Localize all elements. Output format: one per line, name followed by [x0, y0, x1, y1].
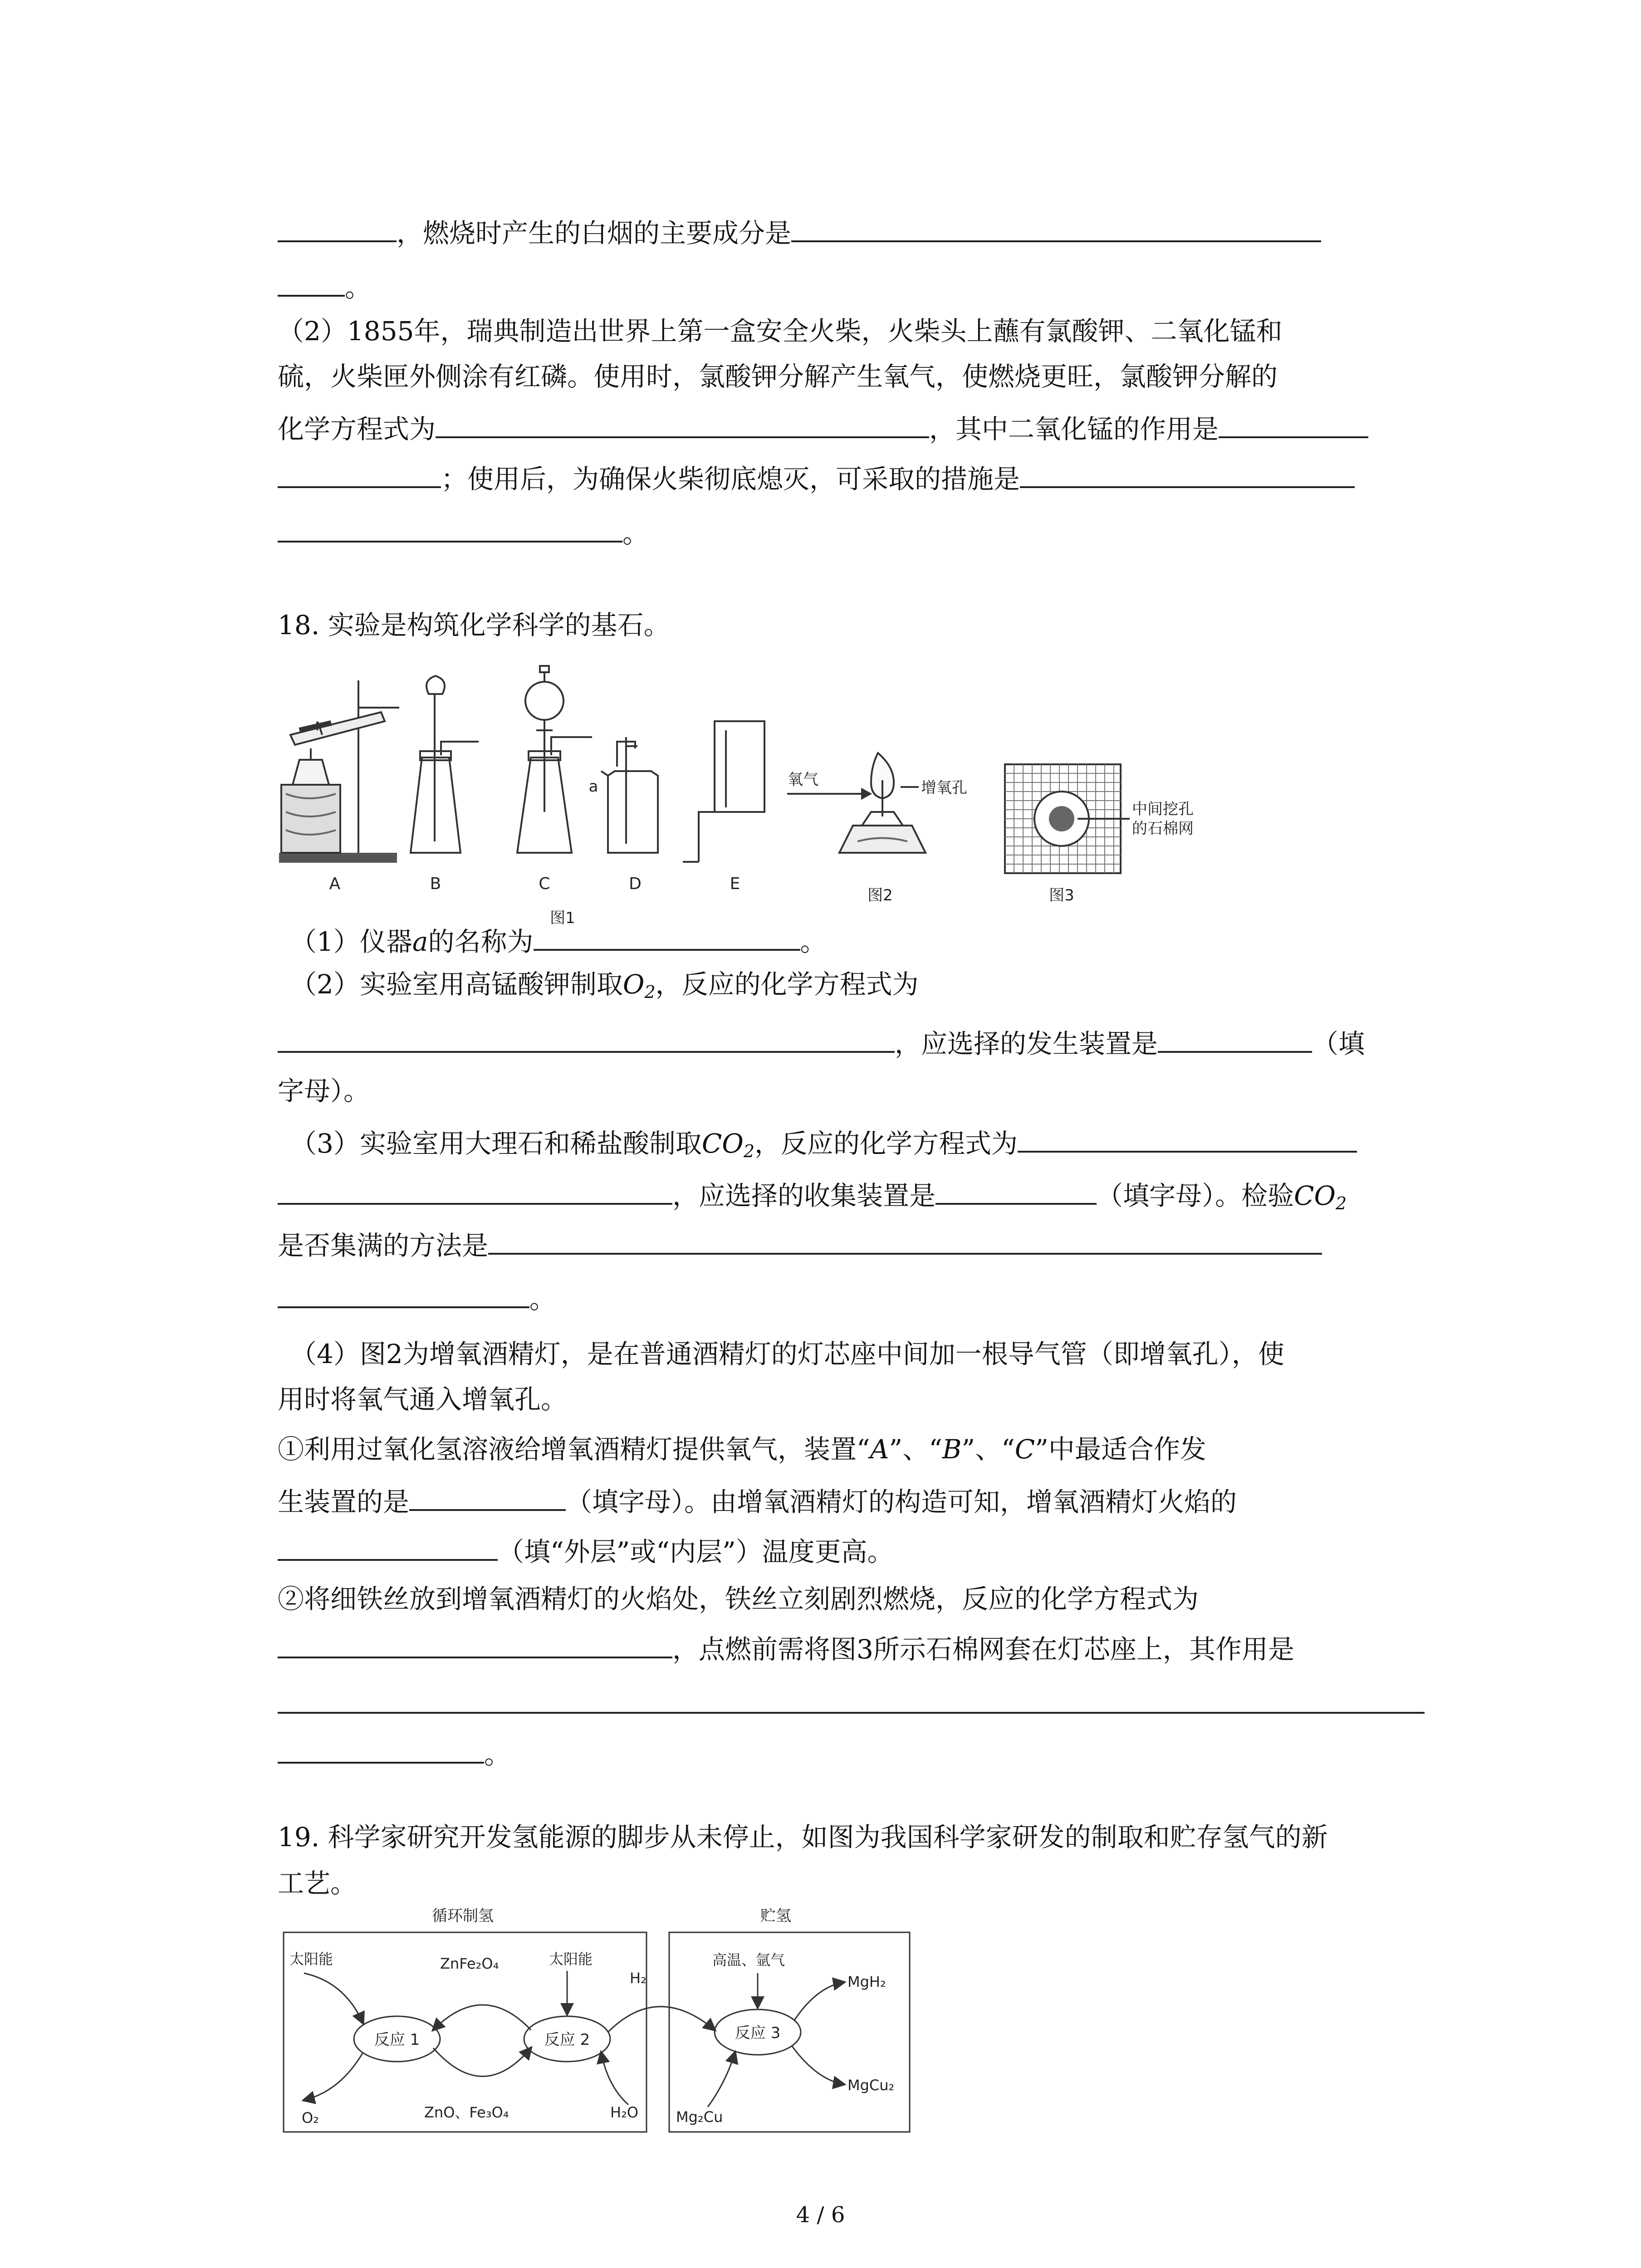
q18-p2-letters: 字母）。 — [278, 1075, 370, 1106]
cycle-title: 循环制氢 — [432, 1907, 494, 1925]
q18-part3-line2 — [278, 1175, 1347, 1222]
q18-part2-line3 — [278, 1073, 370, 1109]
q18-part3-line3 — [278, 1225, 1322, 1264]
q17-equation-prompt: 化学方程式为 — [278, 414, 436, 445]
q18-p4-flame: （填字母）。由增氧酒精灯的构造可知，增氧酒精灯火焰的 — [566, 1486, 1237, 1517]
apparatus-b — [411, 676, 479, 853]
q17-line-6 — [278, 458, 1355, 497]
mg2cu-label: Mg₂Cu — [676, 2108, 723, 2126]
label-apparatus-b: B — [430, 875, 441, 893]
answer-blank[interactable] — [1018, 1123, 1357, 1153]
q18-part4-line4 — [278, 1481, 1237, 1520]
fig3-label-1: 中间挖孔 — [1132, 800, 1194, 818]
reaction-3-label: 反应 3 — [735, 2024, 781, 2042]
answer-blank[interactable] — [488, 1225, 1322, 1255]
zno-fe3o4-label: ZnO、Fe₃O₄ — [424, 2104, 509, 2121]
q17-part2-text-2: 硫，火柴匣外侧涂有红磷。使用时，氯酸钾分解产生氧气，使燃烧更旺，氯酸钾分解的 — [278, 361, 1278, 392]
q18-p3-text: （3）实验室用大理石和稀盐酸制取 — [290, 1128, 702, 1159]
q18-stem — [278, 607, 670, 643]
q18-part4-line6 — [278, 1581, 1199, 1617]
condition-label: 高温、氩气 — [712, 1951, 785, 1969]
label-apparatus-c: C — [539, 875, 550, 893]
q18-p4-gauze: ，点燃前需将图3所示石棉网套在灯芯座上，其作用是 — [672, 1634, 1294, 1665]
fig1-caption: 图1 — [550, 909, 575, 927]
answer-blank[interactable] — [278, 1531, 498, 1561]
answer-blank[interactable] — [278, 1734, 484, 1764]
q18-p4-device: 生装置的是 — [278, 1486, 410, 1517]
formula-sub: 2 — [1335, 1193, 1347, 1213]
q18-p3-text-2: ，反应的化学方程式为 — [754, 1128, 1018, 1159]
apparatus-d — [601, 737, 658, 853]
q18-var-a: a — [412, 926, 428, 957]
q18-p3-method: 是否集满的方法是 — [278, 1230, 489, 1261]
q18-opt-c: C — [1014, 1434, 1035, 1465]
q18-sep: ”、“ — [961, 1434, 1015, 1465]
q18-p4-end: 。 — [484, 1739, 511, 1770]
formula-o: O — [622, 969, 645, 1000]
q18-p2-text-2: ，反应的化学方程式为 — [655, 969, 919, 1000]
q18-p2-text: （2）实验室用高锰酸钾制取 — [290, 969, 623, 1000]
q17-line-7 — [278, 513, 649, 552]
h2o-label: H₂O — [610, 2104, 639, 2121]
mgcu2-label: MgCu₂ — [847, 2077, 895, 2094]
q19-hydrogen-diagram — [277, 1901, 926, 2136]
q18-p1-text-2: 的名称为 — [428, 926, 534, 957]
q19-stem-text: 19. 科学家研究开发氢能源的脚步从未停止，如图为我国科学家研发的制取和贮存氢气的新 — [278, 1822, 1328, 1853]
answer-blank[interactable] — [409, 1481, 566, 1511]
q18-part4-line2 — [278, 1381, 567, 1418]
q17-line-4 — [278, 358, 1278, 395]
q18-p1-end: 。 — [800, 926, 827, 957]
answer-blank[interactable] — [1020, 458, 1355, 488]
answer-blank[interactable] — [278, 1175, 672, 1205]
answer-blank[interactable] — [1219, 408, 1368, 438]
q18-opt-a: A — [870, 1434, 889, 1465]
q18-p4-text-2: 用时将氧气通入增氧孔。 — [278, 1384, 568, 1415]
q18-p3-collect: ，应选择的收集装置是 — [672, 1180, 936, 1211]
q17-measure-prompt: ；使用后，为确保火柴彻底熄灭，可采取的措施是 — [441, 464, 1020, 494]
znfe2o4-label: ZnFe₂O₄ — [440, 1955, 499, 1972]
answer-blank[interactable] — [278, 1278, 529, 1308]
q18-part4-line8 — [278, 1684, 1425, 1723]
answer-blank[interactable] — [1158, 1023, 1312, 1053]
solar-energy-2: 太阳能 — [549, 1950, 593, 1968]
q18-p4-text: （4）图2为增氧酒精灯，是在普通酒精灯的灯芯座中间加一根导气管（即增氧孔），使 — [290, 1339, 1284, 1369]
q18-p2-device: ，应选择的发生装置是 — [895, 1028, 1158, 1059]
q19-stem-text-2: 工艺。 — [278, 1868, 357, 1899]
q17-text-smoke: ，燃烧时产生的白烟的主要成分是 — [397, 218, 792, 249]
q18-apparatus-figure — [272, 662, 1252, 930]
q18-part2 — [290, 966, 919, 1010]
q18-p4-layer: （填“外层”或“内层”）温度更高。 — [498, 1536, 894, 1567]
q18-p2-fill: （填 — [1312, 1028, 1365, 1059]
formula-o2 — [623, 969, 656, 1000]
reaction-2-label: 反应 2 — [544, 2031, 590, 2049]
answer-blank[interactable] — [936, 1175, 1097, 1205]
formula-co: CO — [1294, 1180, 1336, 1211]
apparatus-c — [517, 666, 592, 853]
q17-line-5 — [278, 408, 1368, 447]
answer-blank[interactable] — [534, 921, 800, 951]
q17-line-3 — [278, 313, 1283, 349]
page-number: 4 / 6 — [796, 2202, 845, 2228]
q18-part4-line7 — [278, 1628, 1294, 1667]
formula-co2 — [1294, 1180, 1347, 1211]
q18-p3-end: 。 — [529, 1284, 556, 1315]
fig2-hole-label: 增氧孔 — [921, 779, 967, 797]
mgh2-label: MgH₂ — [847, 1973, 886, 1990]
formula-co: CO — [701, 1128, 744, 1159]
q18-p4-sub2: ②将细铁丝放到增氧酒精灯的火焰处，铁丝立刻剧烈燃烧，反应的化学方程式为 — [278, 1584, 1199, 1614]
fig3-caption: 图3 — [1049, 886, 1074, 904]
figure-2-lamp — [787, 753, 926, 853]
answer-blank[interactable] — [436, 408, 929, 438]
answer-blank[interactable] — [278, 1628, 672, 1658]
q18-p4-sub1: ①利用过氧化氢溶液给增氧酒精灯提供氧气，装置“ — [278, 1434, 870, 1465]
q17-mno2-prompt: ，其中二氧化锰的作用是 — [929, 414, 1219, 445]
label-apparatus-d: D — [629, 875, 642, 893]
q19-stem — [278, 1819, 1328, 1855]
o2-label: O₂ — [302, 2109, 319, 2126]
q18-part3 — [290, 1123, 1357, 1169]
solar-energy-1: 太阳能 — [289, 1950, 333, 1968]
apparatus-e — [683, 721, 764, 862]
q18-p1-text: （1）仪器 — [290, 926, 412, 957]
answer-blank[interactable] — [278, 458, 441, 488]
q18-part4-line5 — [278, 1531, 894, 1570]
label-a: a — [588, 777, 598, 796]
q18-p3-check: （填字母）。检验 — [1097, 1180, 1294, 1211]
answer-blank[interactable] — [791, 212, 1321, 242]
q17-part2-text: （2）1855年，瑞典制造出世界上第一盒安全火柴，火柴头上蘸有氯酸钾、二氧化锰和 — [278, 316, 1283, 347]
label-apparatus-e: E — [730, 875, 740, 893]
q18-p4-sub1-end: ”中最适合作发 — [1035, 1434, 1206, 1465]
fig2-oxygen-label: 氧气 — [788, 771, 818, 789]
answer-blank[interactable] — [278, 1023, 895, 1053]
q18-sep: ”、“ — [889, 1434, 942, 1465]
q19-stem-line2 — [278, 1865, 357, 1901]
q18-part1 — [290, 921, 827, 960]
answer-blank[interactable] — [278, 1684, 1425, 1714]
apparatus-a — [279, 680, 399, 863]
storage-title: 贮氢 — [760, 1907, 791, 1925]
answer-blank[interactable] — [278, 212, 397, 242]
fig3-label-2: 的石棉网 — [1132, 820, 1194, 838]
answer-blank[interactable] — [278, 267, 345, 297]
q18-stem-text: 18. 实验是构筑化学科学的基石。 — [278, 610, 670, 640]
q17-line-2 — [278, 267, 371, 306]
reaction-1-label: 反应 1 — [374, 2031, 420, 2049]
storage-box — [669, 1932, 910, 2132]
q18-part4 — [290, 1336, 1284, 1372]
formula-sub: 2 — [743, 1141, 755, 1161]
q18-part2-line2 — [278, 1023, 1365, 1062]
figure-3-gauze — [1005, 764, 1130, 873]
q18-opt-b: B — [942, 1434, 962, 1465]
q17-period: 。 — [345, 272, 372, 303]
h2-label: H₂ — [630, 1970, 647, 1987]
q18-part3-line4 — [278, 1278, 556, 1317]
answer-blank[interactable] — [278, 513, 622, 543]
q17-end: 。 — [622, 518, 649, 549]
q18-part4-line9 — [278, 1734, 510, 1773]
q18-part4-line3 — [278, 1431, 1206, 1467]
label-apparatus-a: A — [329, 875, 341, 893]
formula-sub: 2 — [644, 982, 656, 1002]
q17-line-1 — [278, 212, 1321, 251]
fig2-caption: 图2 — [867, 886, 893, 904]
formula-co2 — [702, 1128, 754, 1159]
